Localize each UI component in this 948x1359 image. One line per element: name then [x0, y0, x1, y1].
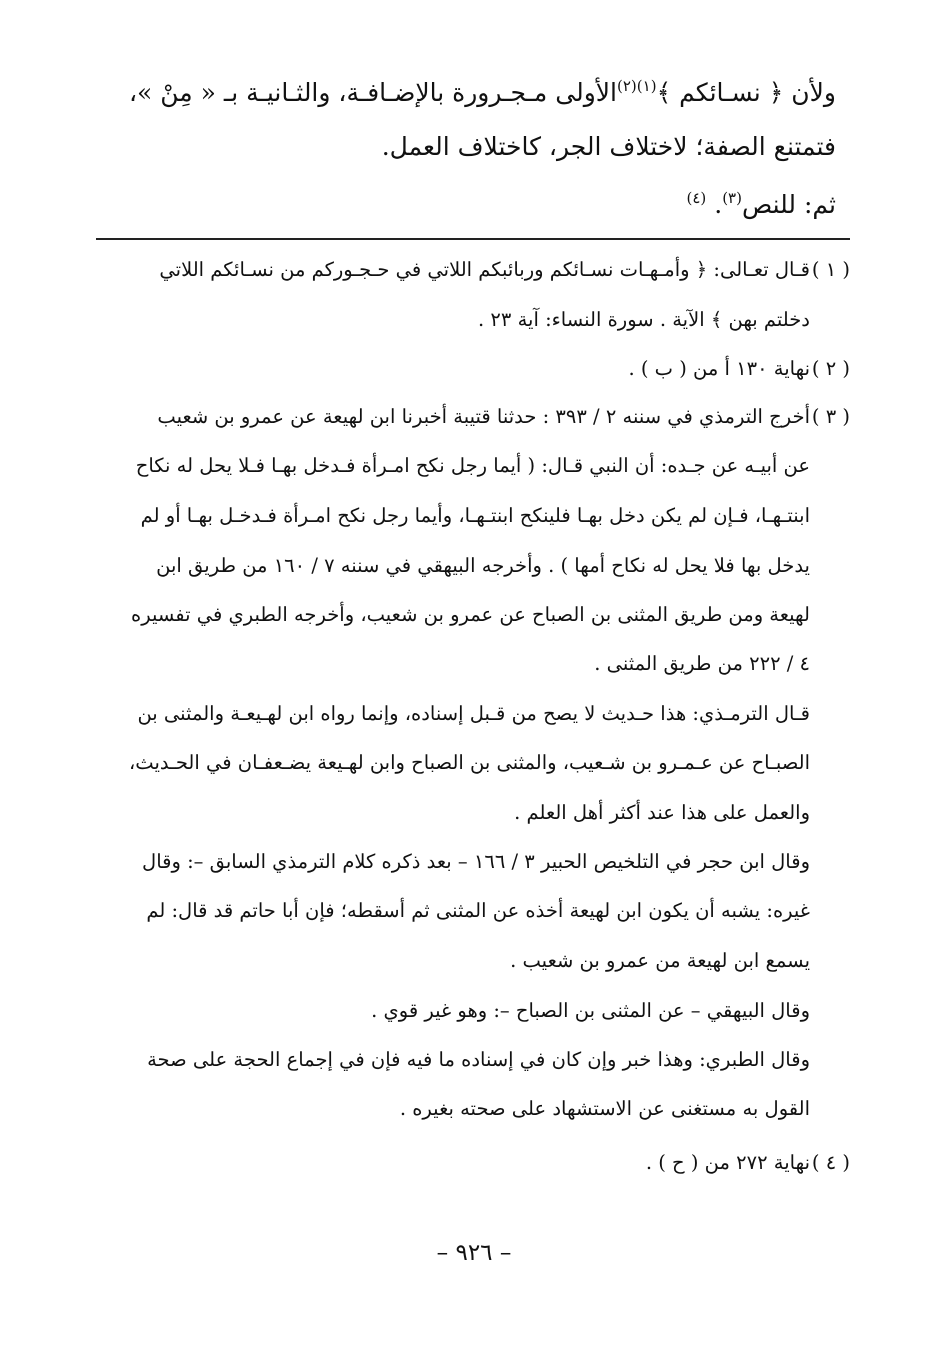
- footnote-2-number: ( ٢ ): [811, 357, 850, 380]
- footnote-1-line-2: دخلتم بهن ﴾ الآية . سورة النساء: آية ٢٣ .: [478, 308, 810, 331]
- main-text-line-3-dot: .: [714, 190, 723, 219]
- footnote-1-number: ( ١ ): [811, 258, 850, 281]
- main-text-line-2: فتمتنع الصفة؛ لاختلاف الجر، كاختلاف العمل.: [381, 132, 836, 161]
- footnote-separator-rule: [96, 238, 850, 240]
- footnote-2-line-1: نهاية ١٣٠ أ من ( ب ) .: [628, 357, 810, 380]
- page-number: – ٩٢٦ –: [436, 1240, 512, 1266]
- footnote-3-line-3: ابنتـهـا، فـإن لم يكن دخل بهـا فلينكح ابنتـهـا، وأيما رجل نكح امـرأة فـدخـل بهـا أو لم: [140, 504, 810, 527]
- footnote-3-paragraph-2-line-3: والعمل على هذا عند أكثر أهل العلم .: [514, 801, 810, 824]
- footnote-3-paragraph-2-line-2: الصبـاح عن عـمـرو بن شـعيب، والمثنى بن الصباح وابن لهـيعة يضـعفـان في الحـديث،: [129, 751, 810, 774]
- footnote-1-line-1: قـال تعـالى: ﴿ وأمـهـات نسـائكم وربائبكم اللاتي في حـجـوركم من نسـائكم اللاتي: [159, 258, 810, 281]
- footnote-3-paragraph-5-line-2: القول به مستغنى عن الاستشهاد على صحته بغيره .: [399, 1097, 810, 1120]
- footnote-3-line-1: أخرج الترمذي في سننه ٢ / ٣٩٣ : حدثنا قتيبة أخبرنا ابن لهيعة عن عمرو بن شعيب: [157, 405, 810, 428]
- footnote-3-paragraph-5-line-1: وقال الطبري: وهذا خبر وإن كان في إسناده ما فيه فإن في إجماع الحجة على صحة: [147, 1048, 810, 1071]
- footnote-4-line-1: نهاية ٢٧٢ من ( ح ) .: [645, 1151, 810, 1174]
- main-text-line-3: [687, 188, 837, 225]
- footnote-3-line-4: يدخل بها فلا يحل له نكاح أمها ) . وأخرجه البيهقي في سننه ٧ / ١٦٠ من طريق ابن: [156, 554, 810, 577]
- footnote-3-line-6: ٤ / ٢٢٢ من طريق المثنى .: [594, 652, 810, 675]
- footnote-3-line-5: لهيعة ومن طريق المثنى بن الصباح عن عمرو بن شعيب، وأخرجه الطبري في تفسيره: [131, 603, 810, 626]
- main-text-line-1: [129, 76, 836, 113]
- footnote-3-paragraph-3-line-1: وقال ابن حجر في التلخيص الحبير ٣ / ١٦٦ – بعد ذكره كلام الترمذي السابق –: وقال: [142, 850, 810, 873]
- footnote-3-line-2: عن أبيـه عن جـده: أن النبي قـال: ( أيما رجل نكح امـرأة فـدخل بهـا فـلا يحل له نكاح: [135, 454, 810, 477]
- footnote-ref-3: (٣): [722, 189, 742, 207]
- footnote-refs-1-2: (١)(٢): [617, 77, 657, 95]
- main-text-line-1-part-1: ولأن ﴿ نسـائكم ﴾: [656, 78, 836, 107]
- footnote-3-paragraph-3-line-2: غيره: يشبه أن يكون ابن لهيعة أخذه عن المثنى ثم أسقطه؛ فإن أبا حاتم قد قال: لم: [146, 899, 810, 922]
- footnote-3-number: ( ٣ ): [811, 405, 850, 428]
- footnote-3-paragraph-3-line-3: يسمع ابن لهيعة من عمرو بن شعيب .: [510, 949, 810, 972]
- footnote-3-paragraph-4-line-1: وقال البيهقي – عن المثنى بن الصباح –: وهو غير قوي .: [371, 999, 810, 1022]
- footnote-3-paragraph-2-line-1: قـال الترمـذي: هذا حـديث لا يصح من قـبل إسناده، وإنما رواه ابن لهـيعـة والمثنى بن: [137, 702, 810, 725]
- footnote-4-number: ( ٤ ): [811, 1151, 850, 1174]
- footnote-ref-4: (٤): [686, 189, 707, 207]
- main-text-line-1-part-2: الأولى مـجـرورة بالإضـافـة، والثـانيـة بـ « مِنْ »،: [128, 78, 617, 107]
- main-text-line-3-part-1: ثم: للنص: [741, 190, 836, 219]
